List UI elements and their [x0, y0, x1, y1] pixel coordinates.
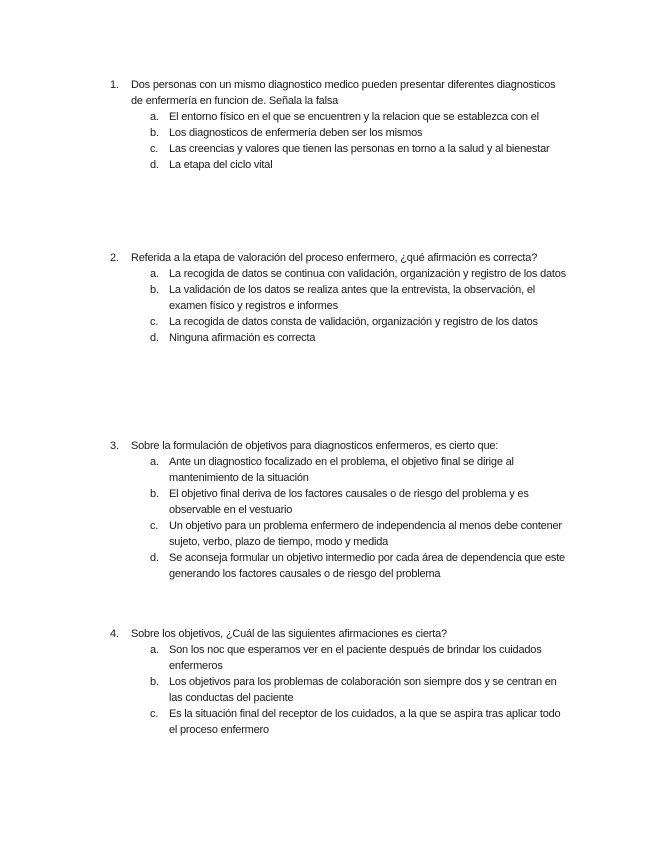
option-d: [110, 330, 570, 346]
question-text: Referida a la etapa de valoración del proceso enfermero, ¿qué afirmación es correcta?: [131, 252, 538, 264]
option-letter: d.: [150, 552, 159, 564]
option-letter: d.: [150, 332, 159, 344]
option-list: [110, 266, 570, 346]
option-d: [110, 157, 570, 173]
option-b: [110, 674, 570, 706]
option-list: [110, 109, 570, 173]
option-letter: a.: [150, 644, 159, 656]
option-a: [110, 454, 570, 486]
option-b: [110, 282, 570, 314]
option-text: La etapa del ciclo vital: [169, 159, 273, 171]
option-text: Es la situación final del receptor de los cuidados, a la que se aspira tras aplicar todo el proceso enfermero: [169, 708, 561, 736]
question-1: [110, 77, 570, 173]
option-b: [110, 125, 570, 141]
question-number: 1.: [110, 79, 119, 91]
option-letter: a.: [150, 111, 159, 123]
option-text: Ninguna afirmación es correcta: [169, 332, 316, 344]
option-a: [110, 642, 570, 674]
question-stem: [110, 250, 570, 266]
question-3: [110, 438, 570, 582]
option-text: Se aconseja formular un objetivo intermedio por cada área de dependencia que este generando los factores causales o de riesgo del problema: [169, 552, 565, 580]
question-text: Sobre los objetivos, ¿Cuál de las siguientes afirmaciones es cierta?: [131, 628, 447, 640]
option-text: Las creencias y valores que tienen las personas en torno a la salud y al bienestar: [169, 143, 550, 155]
option-list: [110, 454, 570, 582]
option-d: [110, 550, 570, 582]
question-text: Sobre la formulación de objetivos para diagnosticos enfermeros, es cierto que:: [131, 440, 499, 452]
option-letter: d.: [150, 159, 159, 171]
question-stem: [110, 438, 570, 454]
question-4: [110, 626, 570, 738]
question-number: 3.: [110, 440, 119, 452]
option-a: [110, 266, 570, 282]
option-letter: a.: [150, 456, 159, 468]
option-letter: c.: [150, 143, 159, 155]
option-letter: b.: [150, 488, 159, 500]
option-c: [110, 141, 570, 157]
question-2: [110, 250, 570, 346]
option-text: La validación de los datos se realiza antes que la entrevista, la observación, el examen físico y registros e informes: [169, 284, 535, 312]
option-text: Los diagnosticos de enfermería deben ser los mismos: [169, 127, 423, 139]
option-list: [110, 642, 570, 738]
question-text: Dos personas con un mismo diagnostico medico pueden presentar diferentes diagnosticos de enfermería en funcion de. Señala la falsa: [131, 79, 556, 107]
option-text: Ante un diagnostico focalizado en el problema, el objetivo final se dirige al mantenimiento de la situación: [169, 456, 514, 484]
option-text: El entorno físico en el que se encuentren y la relacion que se establezca con el: [169, 111, 539, 123]
option-letter: b.: [150, 127, 159, 139]
option-c: [110, 518, 570, 550]
option-letter: c.: [150, 520, 159, 532]
option-c: [110, 706, 570, 738]
option-text: Los objetivos para los problemas de colaboración son siempre dos y se centran en las conductas del paciente: [169, 676, 557, 704]
option-text: La recogida de datos consta de validación, organización y registro de los datos: [169, 316, 538, 328]
option-a: [110, 109, 570, 125]
option-b: [110, 486, 570, 518]
option-letter: c.: [150, 316, 159, 328]
question-stem: [110, 77, 570, 109]
question-number: 2.: [110, 252, 119, 264]
option-text: El objetivo final deriva de los factores causales o de riesgo del problema y es observable en el vestuario: [169, 488, 529, 516]
option-letter: c.: [150, 708, 159, 720]
option-c: [110, 314, 570, 330]
question-stem: [110, 626, 570, 642]
option-letter: b.: [150, 284, 159, 296]
option-text: Un objetivo para un problema enfermero de independencia al menos debe contener sujeto, verbo, plazo de tiempo, modo y medida: [169, 520, 562, 548]
question-number: 4.: [110, 628, 119, 640]
option-text: La recogida de datos se continua con validación, organización y registro de los datos: [169, 268, 566, 280]
option-letter: b.: [150, 676, 159, 688]
option-letter: a.: [150, 268, 159, 280]
option-text: Son los noc que esperamos ver en el paciente después de brindar los cuidados enfermeros: [169, 644, 542, 672]
